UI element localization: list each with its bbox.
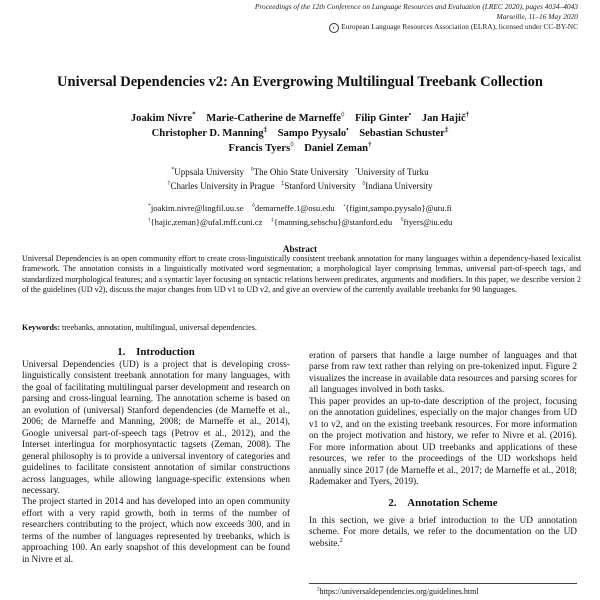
email: {figint,sampo.pyysalo}@utu.fi xyxy=(345,203,452,213)
keywords-text: treebanks, annotation, multilingual, universal dependencies. xyxy=(61,323,257,332)
author: Joakim Nivre xyxy=(130,113,193,124)
author: Daniel Zeman xyxy=(304,143,369,154)
keywords-label: Keywords: xyxy=(22,323,60,332)
author: Sebastian Schuster xyxy=(359,128,445,139)
affiliation-mark: † xyxy=(167,181,171,187)
footnote-url[interactable]: https://universaldependencies.org/guidelines.html xyxy=(319,587,479,596)
email-line-2 xyxy=(0,216,600,230)
affiliation-line-1 xyxy=(0,166,600,179)
author: Francis Tyers xyxy=(228,143,291,154)
author-mark: * xyxy=(192,111,196,119)
abstract-title: Abstract xyxy=(282,244,318,254)
section-heading-introduction: 1. Introduction xyxy=(117,346,195,358)
paper-title: Universal Dependencies v2: An Evergrowing Multilingual Treebank Collection xyxy=(57,74,543,90)
affiliation-mark: • xyxy=(355,167,358,173)
email-mark: † xyxy=(147,217,151,224)
section-heading-annotation-scheme: 2. Annotation Scheme xyxy=(388,497,498,510)
affiliation: University of Turku xyxy=(357,167,429,177)
affiliation-mark: * xyxy=(171,167,175,173)
email-mark: ◊ xyxy=(400,217,404,224)
email: demarneffe.1@osu.edu xyxy=(254,203,335,213)
body-paragraph: eration of parsers that handle a large number of languages and that parse from raw text rather than relying on pre-tokenized input. Figure 2 visualizes the increase in available data resources and parsing scores for all languages involved in both tasks. xyxy=(309,351,577,396)
author: Filip Ginter xyxy=(354,113,409,124)
email-mark: * xyxy=(148,203,151,210)
left-column xyxy=(22,360,290,566)
email: {manning,sebschu}@stanford.edu xyxy=(273,217,393,227)
footnote xyxy=(309,583,577,597)
email: joakim.nivre@lingfil.uu.se xyxy=(150,203,244,213)
author-line-2 xyxy=(0,127,600,142)
footnote-mark: 2 xyxy=(317,586,320,593)
author-mark: † xyxy=(465,111,470,119)
license-text: European Language Resources Association (ELRA), licensed under CC-BY-NC xyxy=(341,22,578,32)
email-mark: ◊ xyxy=(252,203,255,210)
affiliation: Stanford University xyxy=(284,181,356,191)
affiliation: Indiana University xyxy=(365,181,433,191)
author-line-3 xyxy=(0,142,600,157)
email-mark: • xyxy=(343,203,346,210)
affiliation-line-2 xyxy=(0,180,600,193)
affiliation-mark: ‡ xyxy=(281,181,285,187)
affiliation: Charles University in Prague xyxy=(170,181,275,191)
email-line-1 xyxy=(0,202,600,216)
author: Marie-Catherine de Marneffe xyxy=(206,113,341,124)
author-mark: • xyxy=(346,126,349,134)
affiliation: The Ohio State University xyxy=(253,167,349,177)
affiliation-mark: ◊ xyxy=(250,167,254,173)
abstract-text: Universal Dependencies is an open community effort to create cross-linguistically consistent treebank annotation for many languages within a dependency-based lexicalist framework. The annotation consists in a linguistically motivated word segmentation; a morphological layer comprising lemmas, universal part-of-speech tags, and standardized morphological features; and a syntactic layer focusing on syntactic relations between predicates, arguments and modifiers. In this paper, we describe version 2 of the guidelines (UD v2), discuss the major changes from UD v1 to UD v2, and give an overview of the currently available treebanks for 90 languages. xyxy=(22,254,581,294)
intro-paragraph: Universal Dependencies (UD) is a project that is developing cross-linguistically consistent treebank annotation for many languages, with the goal of facilitating multilingual parser development and research on parsing and cross-lingual learning. The annotation scheme is based on an evolution of (universal) Stanford dependencies (de Marneffe et al., 2006; de Marneffe and Manning, 2008; de Marneffe et al., 2014), Google universal part-of-speech tags (Petrov et al., 2012), and the Interset interlingua for morphosyntactic tagsets (Zeman, 2008). The general philosophy is to provide a universal inventory of categories and guidelines to facilitate consistent annotation of similar constructions across languages, while allowing language-specific extensions when necessary. xyxy=(22,360,290,496)
license-line xyxy=(255,22,578,32)
author-line-1 xyxy=(0,112,600,127)
author: Sampo Pyysalo xyxy=(277,128,347,139)
author-mark: ‡ xyxy=(444,126,449,134)
paragraph-text: In this section, we give a brief introduction to the UD annotation scheme. For more details, we refer to the documentation on the UD website. xyxy=(309,515,577,549)
author: Christopher D. Manning xyxy=(151,128,264,139)
author-mark: ‡ xyxy=(263,126,268,134)
author: Jan Hajič xyxy=(421,113,466,124)
footnote-ref[interactable]: 2 xyxy=(339,537,343,544)
affiliation-mark: ◊ xyxy=(362,181,366,187)
email: {hajic,zeman}@ufal.mff.cuni.cz xyxy=(150,217,263,227)
author-mark: • xyxy=(408,111,412,119)
keywords xyxy=(22,323,581,333)
copyright-icon: c xyxy=(329,23,339,33)
proceedings-line: Proceedings of the 12th Conference on Language Resources and Evaluation (LREC 2020), pages 4034–4043 xyxy=(254,2,578,11)
right-column xyxy=(309,351,577,550)
body-paragraph: This paper provides an up-to-date description of the project, focusing on the annotation guidelines, especially on the major changes from UD v1 to v2, and on the existing treebank resources. For more information on the project motivation and history, we refer to Nivre et al. (2016). For more information about UD treebanks and applications of these resources, we refer to the proceedings of the UD workshops held annually since 2017 (de Marneffe et al., 2017; de Marneffe et al., 2018; Rademaker and Tyers, 2019). xyxy=(309,396,577,487)
affiliation: Uppsala University xyxy=(174,167,244,177)
body-paragraph xyxy=(309,516,577,550)
author-mark: † xyxy=(368,141,372,149)
author-mark: ◊ xyxy=(340,111,345,119)
proceedings-header xyxy=(255,2,578,33)
intro-paragraph: The project started in 2014 and has developed into an open community effort with a very rapid growth, both in terms of the number of researchers contributing to the project, which now exceeds 300, and in terms of the number of languages represented by treebanks, which is approaching 100. An early snapshot of this development can be found in Nivre et al. xyxy=(22,497,290,565)
email-mark: ‡ xyxy=(271,217,274,224)
author-mark: ◊ xyxy=(290,141,294,149)
venue-line: Marseille, 11–16 May 2020 xyxy=(496,12,578,22)
email: ftyers@iu.edu xyxy=(403,217,453,227)
